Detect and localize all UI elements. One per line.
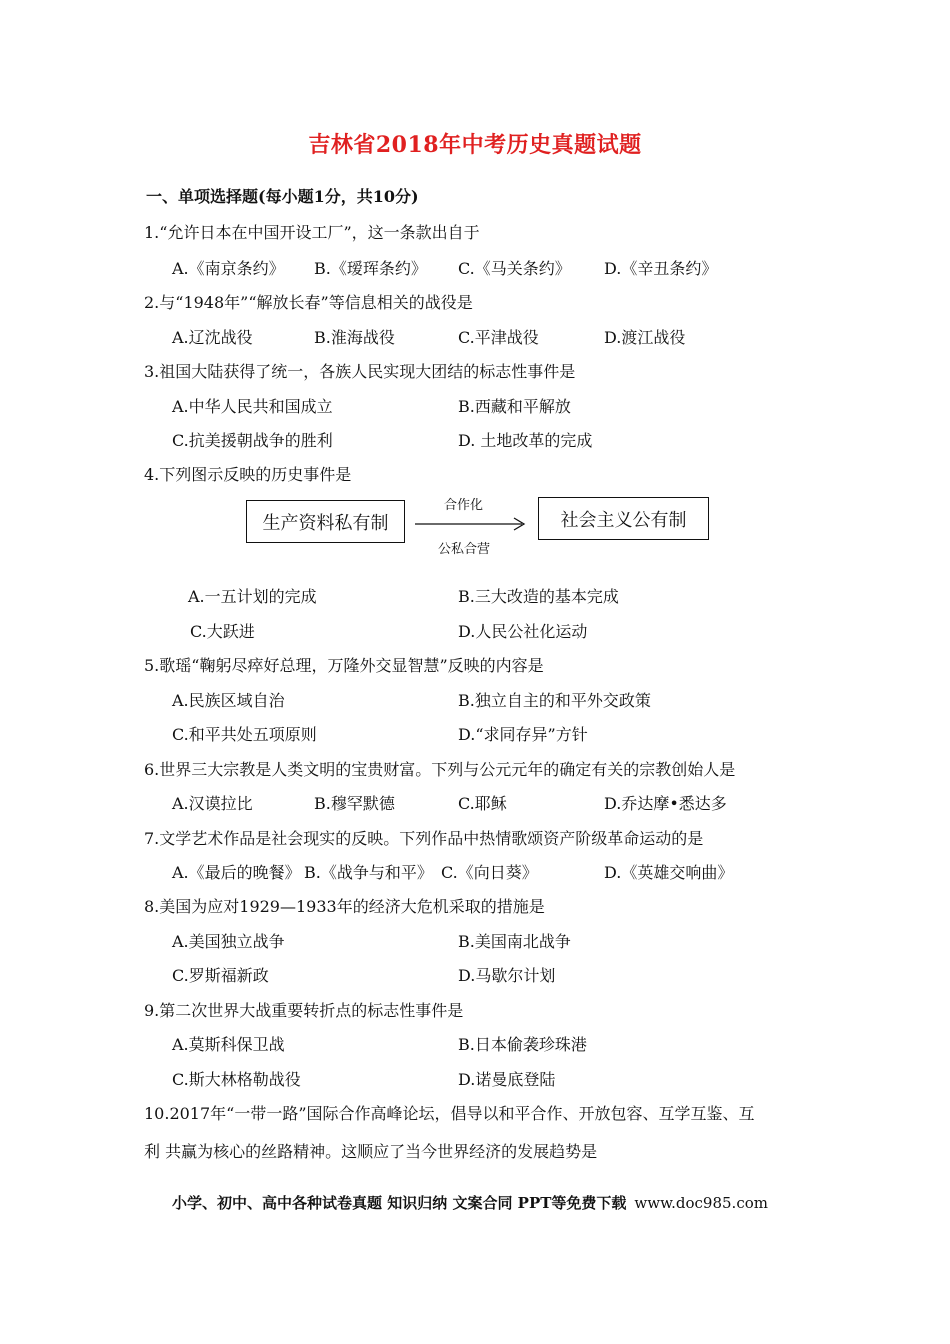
q2-option-b: B.淮海战役: [314, 328, 395, 347]
diagram-right-box: [538, 497, 709, 540]
question-8-stem: 8.美国为应对1929—1933年的经济大危机采取的措施是: [144, 897, 545, 916]
q1-option-b: B.《瑷珲条约》: [314, 259, 427, 278]
question-5-stem: 5.歌瑶“鞠躬尽瘁好总理，万隆外交显智慧”反映的内容是: [144, 656, 544, 675]
q8-option-a: A.美国独立战争: [172, 932, 285, 951]
q6-option-c: C.耶稣: [458, 794, 507, 813]
q4-option-a: A.一五计划的完成: [188, 587, 317, 606]
question-1-stem: 1.“允许日本在中国开设工厂”，这一条款出自于: [144, 223, 480, 242]
q1-option-c: C.《马关条约》: [458, 259, 571, 278]
q6-option-a: A.汉谟拉比: [172, 794, 253, 813]
q6-option-d: D.乔达摩•悉达多: [604, 794, 727, 813]
diagram-right-label: 社会主义公有制: [560, 509, 687, 531]
diagram-left-label: 生产资料私有制: [262, 512, 389, 534]
diagram-arrow-bottom-label: 公私合营: [438, 542, 491, 557]
q4-option-b: B.三大改造的基本完成: [458, 587, 619, 606]
q8-option-d: D.马歇尔计划: [458, 966, 556, 985]
page-footer: [172, 1192, 768, 1213]
q4-option-c: C.大跃进: [190, 622, 255, 641]
section-heading: 一、单项选择题(每小题1分，共10分): [146, 187, 419, 206]
q8-option-c: C.罗斯福新政: [172, 966, 269, 985]
q5-option-c: C.和平共处五项原则: [172, 725, 317, 744]
footer-url[interactable]: www.doc985.com: [634, 1194, 768, 1212]
q7-option-c: C.《向日葵》: [441, 863, 538, 882]
q3-option-d: D. 土地改革的完成: [458, 431, 593, 450]
footer-text: 小学、初中、高中各种试卷真题 知识归纳 文案合同 PPT等免费下载: [172, 1194, 627, 1212]
question-3-stem: 3.祖国大陆获得了统一，各族人民实现大团结的标志性事件是: [144, 362, 576, 381]
q3-option-b: B.西藏和平解放: [458, 397, 571, 416]
q2-option-c: C.平津战役: [458, 328, 539, 347]
q6-option-b: B.穆罕默德: [314, 794, 395, 813]
q5-option-a: A.民族区域自治: [172, 691, 285, 710]
q1-option-a: A.《南京条约》: [172, 259, 285, 278]
q9-option-d: D.诺曼底登陆: [458, 1070, 556, 1089]
diagram-arrow-top-label: 合作化: [444, 498, 484, 513]
q4-option-d: D.人民公社化运动: [458, 622, 588, 641]
question-4-stem: 4.下列图示反映的历史事件是: [144, 465, 352, 484]
question-2-stem: 2.与“1948年”“解放长春”等信息相关的战役是: [144, 293, 473, 312]
q7-option-d: D.《英雄交响曲》: [604, 863, 734, 882]
q5-option-b: B.独立自主的和平外交政策: [458, 691, 651, 710]
q2-option-a: A.辽沈战役: [172, 328, 253, 347]
question-6-stem: 6.世界三大宗教是人类文明的宝贵财富。下列与公元元年的确定有关的宗教创始人是: [144, 760, 736, 779]
q2-option-d: D.渡江战役: [604, 328, 686, 347]
diagram-arrow: [414, 516, 530, 532]
q5-option-d: D.“求同存异”方针: [458, 725, 588, 744]
question-9-stem: 9.第二次世界大战重要转折点的标志性事件是: [144, 1001, 464, 1020]
question-10-stem: 10.2017年“一带一路”国际合作高峰论坛，倡导以和平合作、开放包容、互学互鉴、互: [144, 1104, 755, 1123]
question-10-stem-continued: 利 共赢为核心的丝路精神。这顺应了当今世界经济的发展趋势是: [144, 1142, 598, 1161]
q9-option-a: A.莫斯科保卫战: [172, 1035, 285, 1054]
question-7-stem: 7.文学艺术作品是社会现实的反映。下列作品中热情歌颂资产阶级革命运动的是: [144, 829, 704, 848]
q7-option-b: B.《战争与和平》: [304, 863, 433, 882]
q1-option-d: D.《辛丑条约》: [604, 259, 718, 278]
q7-option-a: A.《最后的晚餐》: [172, 863, 301, 882]
q3-option-a: A.中华人民共和国成立: [172, 397, 333, 416]
q8-option-b: B.美国南北战争: [458, 932, 571, 951]
q9-option-b: B.日本偷袭珍珠港: [458, 1035, 587, 1054]
page-title: 吉林省2018年中考历史真题试题: [308, 132, 642, 158]
diagram-left-box: [246, 500, 405, 543]
q3-option-c: C.抗美援朝战争的胜利: [172, 431, 333, 450]
q9-option-c: C.斯大林格勒战役: [172, 1070, 301, 1089]
